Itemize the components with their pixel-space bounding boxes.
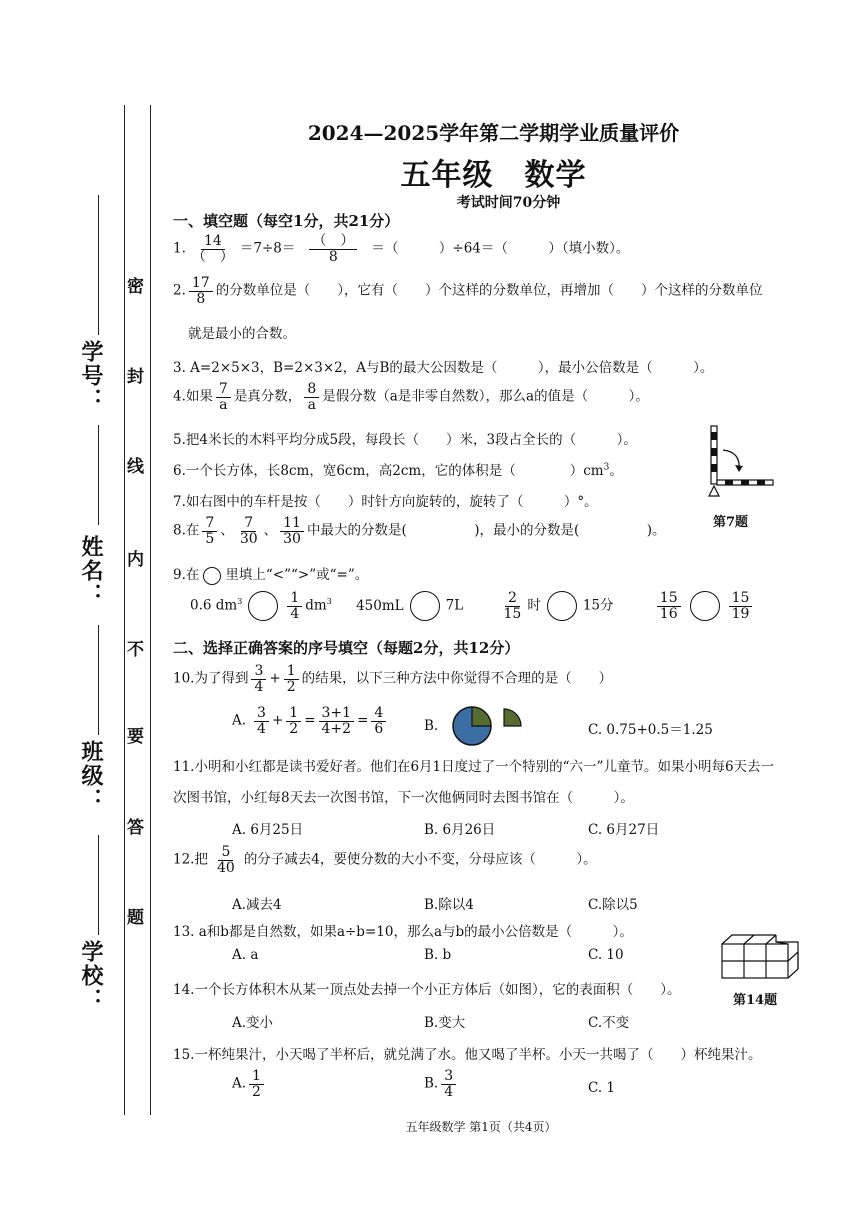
question-14-option-b: B.变大: [424, 1015, 466, 1031]
question-15: 15.一杯纯果汁，小天喝了半杯后，就兑满了水。他又喝了半杯。小天一共喝了（ ）杯纯果汁。: [173, 1047, 762, 1063]
fraction: $\frac{15}{16}$: [657, 591, 681, 621]
seal-char: 线: [127, 457, 144, 477]
section2-title: 二、选择正确答案的序号填空（每题2分，共12分）: [173, 639, 520, 657]
question-12-option-b: B.除以4: [424, 897, 474, 913]
seal-char: 要: [127, 727, 144, 747]
fraction: $\frac{3}{4}$: [251, 664, 266, 694]
student-id-label: 学号：: [78, 340, 104, 412]
seal-char: 封: [127, 367, 144, 387]
fraction: $\frac{( )}{8}$: [309, 234, 357, 264]
seal-char: 不: [127, 640, 144, 660]
binding-line-left: [124, 105, 125, 1115]
question-15-option-a: A. $\frac{1}{2}$: [232, 1069, 267, 1099]
question-5: 5.把4米长的木料平均分成5段，每段长（ ）米，3段占全长的（ ）。: [173, 432, 637, 448]
fraction: $\frac{1}{4}$: [287, 591, 302, 621]
question-3: 3. A=2×5×3，B=2×3×2，A与B的最大公因数是（ ），最小公倍数是（ ）。: [173, 360, 714, 376]
exam-title: 2024—2025学年第二学期学业质量评价: [307, 121, 680, 145]
compare-circle-icon: [547, 591, 577, 621]
fraction: $\frac{1}{2}$: [249, 1069, 264, 1099]
exam-subject: 五年级 数学: [400, 158, 587, 193]
class-label: 班级：: [78, 740, 104, 812]
question-9-items: 0.6 $dm^3$ $\frac{1}{4}$ $dm^3$ 450mL 7L $\frac{2}{15}$ 时 15分 $\frac{15}{16}$ $\frac{15}{19}$: [190, 591, 755, 621]
fraction: $\frac{3}{4}$: [441, 1069, 456, 1099]
fraction: $\frac{7}{a}$: [216, 382, 231, 412]
question-11-line2: 次图书馆，小红每8天去一次图书馆，下一次他俩同时去图书馆在（ ）。: [173, 790, 634, 806]
figure-7-caption: 第7题: [713, 515, 749, 530]
question-15-option-c: C. 1: [588, 1080, 616, 1096]
question-4: 4.如果 $\frac{7}{a}$ 是真分数， $\frac{8}{a}$ 是假分数（a是非零自然数），那么a的值是（ ）。: [173, 381, 649, 413]
fraction: $\frac{1}{2}$: [286, 706, 301, 736]
question-10-option-b-label: B.: [424, 718, 439, 734]
fraction: $\frac{17}{8}$: [189, 276, 213, 306]
question-10: 10.为了得到 $\frac{3}{4}$ + $\frac{1}{2}$ 的结果，以下三种方法中你觉得不合理的是（ ）: [173, 663, 613, 695]
question-14: 14.一个长方体积木从某一顶点处去掉一个小正方体后（如图），它的表面积（ ）。: [173, 982, 681, 998]
compare-circle-icon: [203, 567, 221, 585]
question-12-option-a: A.减去4: [232, 897, 282, 913]
seal-char: 答: [127, 818, 144, 838]
seal-char: 内: [127, 550, 144, 570]
fraction: $\frac{15}{19}$: [729, 591, 753, 621]
question-12: 12.把 $\frac{5}{40}$ 的分子减去4，要使分数的大小不变，分母应该（ ）。: [173, 844, 597, 876]
question-11-option-a: A. 6月25日: [232, 822, 304, 838]
question-10-option-c: C. 0.75+0.5＝1.25: [588, 722, 713, 738]
question-9: 9.在 里填上“<”“>”或“=”。: [173, 567, 369, 583]
question-11-option-c: C. 6月27日: [588, 822, 660, 838]
fraction: $\frac{14}{( )}$: [191, 233, 234, 265]
seal-char: 密: [127, 277, 144, 297]
question-2: 2. $\frac{17}{8}$ 的分数单位是（ ），它有（ ）个这样的分数单位，再增加（ ）个这样的分数单位: [173, 275, 763, 307]
figure-14-caption: 第14题: [733, 993, 778, 1008]
fraction: $\frac{11}{30}$: [280, 516, 304, 546]
page-footer: 五年级数学 第1页（共4页）: [405, 1120, 557, 1134]
question-2-line2: 就是最小的合数。: [188, 326, 296, 342]
question-7: 7.如右图中的车杆是按（ ）时针方向旋转的，旋转了（ ）°。: [173, 494, 598, 510]
question-11-option-b: B. 6月26日: [424, 822, 496, 838]
binding-line-right: [150, 105, 151, 1115]
question-6: 6.一个长方体，长8cm，宽6cm，高2cm，它的体积是（ ）$cm^3$。: [173, 462, 623, 479]
barrier-gate-figure: [703, 424, 783, 504]
fraction: $\frac{7}{5}$: [202, 516, 217, 546]
field-underline: [98, 835, 99, 935]
cuboid-blocks-figure: [718, 932, 806, 982]
question-13: 13. a和b都是自然数，如果a÷b=10，那么a与b的最小公倍数是（ ）。: [173, 924, 633, 940]
field-underline: [98, 625, 99, 735]
question-11-line1: 11.小明和小红都是读书爱好者。他们在6月1日度过了一个特别的“六一”儿童节。如果小明每6天去一: [173, 759, 775, 775]
question-8: 8.在 $\frac{7}{5}$ 、 $\frac{7}{30}$ 、 $\frac{11}{30}$ 中最大的分数是( )，最小的分数是( )。: [173, 515, 666, 547]
compare-circle-icon: [690, 591, 720, 621]
fraction: $\frac{8}{a}$: [304, 382, 319, 412]
question-13-option-b: B. b: [424, 947, 452, 963]
fraction: $\frac{7}{30}$: [239, 515, 258, 547]
fraction: $\frac{2}{15}$: [503, 590, 522, 622]
fraction: $\frac{5}{40}$: [216, 844, 235, 876]
field-underline: [98, 195, 99, 335]
question-12-option-c: C.除以5: [588, 897, 638, 913]
school-label: 学校：: [78, 940, 104, 1012]
compare-circle-icon: [410, 591, 440, 621]
fraction: $\frac{1}{2}$: [284, 664, 299, 694]
exam-duration: 考试时间70分钟: [456, 195, 561, 211]
seal-char: 题: [127, 908, 144, 928]
question-14-option-c: C.不变: [588, 1015, 630, 1031]
question-15-option-b: B. $\frac{3}{4}$: [424, 1069, 459, 1099]
pie-fraction-figure: [452, 704, 528, 748]
fraction: $\frac{4}{6}$: [371, 706, 386, 736]
question-13-option-a: A. a: [232, 947, 259, 963]
fraction: $\frac{3+1}{4+2}$: [319, 706, 355, 736]
question-14-option-a: A.变小: [232, 1015, 274, 1031]
fraction: $\frac{3}{4}$: [254, 706, 269, 736]
question-1: 1. $\frac{14}{( )}$ ＝7÷8＝ $\frac{( )}{8}$ ＝（ ）÷64＝（ ）（填小数）。: [173, 233, 630, 265]
compare-circle-icon: [248, 591, 278, 621]
name-label: 姓名：: [78, 535, 104, 607]
field-underline: [98, 425, 99, 525]
section1-title: 一、填空题（每空1分，共21分）: [173, 212, 400, 230]
question-10-option-a: A. $\frac{3}{4}$ + $\frac{1}{2}$ = $\frac{3+1}{4+2}$ = $\frac{4}{6}$: [232, 706, 389, 736]
question-13-option-c: C. 10: [588, 947, 624, 963]
